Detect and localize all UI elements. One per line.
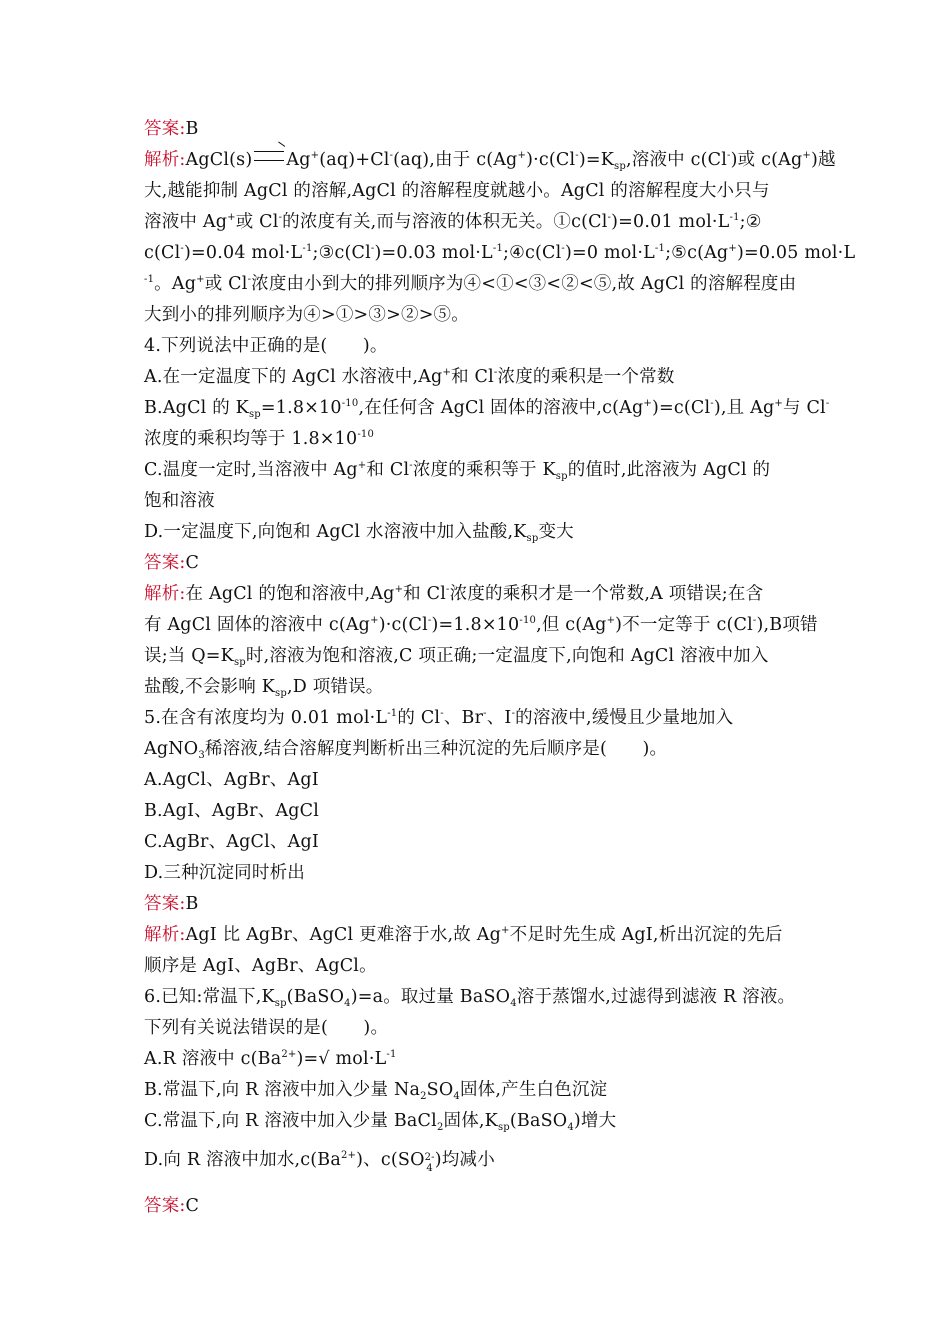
answer-label: 答案 <box>144 894 180 914</box>
option-c: C.AgBr、AgCl、AgI <box>144 832 319 852</box>
sulfate-charge: 2- 4 <box>424 1152 435 1174</box>
option-b: B.AgI、AgBr、AgCl <box>144 801 320 821</box>
analysis-line: 解析:AgI 比 AgBr、AgCl 更难溶于水,故 Ag+不足时先生成 AgI,析出沉淀的先后 <box>144 925 783 945</box>
answer-label: 答案 <box>144 553 180 573</box>
text-line: c(Cl-)=0.04 $mol\cdot L^{-1};③c(Cl^-)=0.03$ $mol\cdot L^{-1};④c(Cl^-)=0$ $mol\cdot L^{-1};⑤c(Ag^+)=0.05$ mol·L <box>144 243 856 263</box>
answer-line: 答案:B <box>144 894 199 914</box>
option-c: C.常温下,向 R 溶液中加入少量 BaCl$_2$固体$,K_{sp}(BaSO_4)$增大 <box>144 1111 617 1133</box>
answer-line: 答案:B <box>144 119 199 139</box>
text-line: 误;当 $Q=K_{sp}$时,溶液为饱和溶液,C 项正确;一定温度下,向饱和 AgCl 溶液中加入 <box>144 646 769 668</box>
analysis-line: 解析:在 AgCl 的饱和溶液中,Ag+和 Cl-浓度的乘积才是一个常数,A 项错误;在含 <box>144 584 764 604</box>
text-line: 顺序是 AgI、AgBr、AgCl。 <box>144 956 377 976</box>
question-stem: 6.已知:常温下$,K_{sp}(BaSO_4)=a$。取过量 BaSO$_4$溶于蒸馏水,过滤得到滤液 R 溶液。 <box>144 987 796 1009</box>
text-line: 盐酸,不会影响 $K_{sp},D$ 项错误。 <box>144 677 384 699</box>
equilibrium-arrow-icon <box>254 151 284 161</box>
option-a: A.AgCl、AgBr、AgI <box>144 770 319 790</box>
question-stem: 4.下列说法中正确的是( )。 <box>144 336 388 356</box>
option-d: D.向 R 溶液中加水$,c(Ba^{2+})$、c(SO2- 4 )均减小 <box>144 1150 495 1174</box>
analysis-label: 解析 <box>144 150 180 170</box>
analysis-label: 解析 <box>144 584 180 604</box>
option-b: B.常温下,向 R 溶液中加入少量 $Na_2SO_4$固体,产生白色沉淀 <box>144 1080 608 1102</box>
answer-line: 答案:C <box>144 553 200 573</box>
option-a: A.R 溶液中 $c(Ba^{2+})=√$ $mol\cdot L^{-1}$ <box>144 1049 397 1069</box>
document-content <box>144 114 856 1222</box>
option-b: B.AgCl 的 $K_{sp}=1.8\times 10^{-10}$,在任何含 AgCl 固体的溶液中,c(Ag+)=c(Cl-),且 Ag+与 Cl- <box>144 398 830 420</box>
analysis-label: 解析 <box>144 925 180 945</box>
text-line: 溶液中 Ag+或 Cl-的浓度有关,而与溶液的体积无关。①c(Cl-)=0.01 $mol\cdot L^{-1};②$ <box>144 212 762 232</box>
text-line: 有 AgCl 固体的溶液中 $c(Ag^+)\cdot c(Cl^-)=1.8\times 10^{-10}$,但 c(Ag+)不一定等于 c(Cl-),B项错 <box>144 615 818 635</box>
text-line: 下列有关说法错误的是( )。 <box>144 1018 389 1038</box>
question-stem: 5.在含有浓度均为 0.01 $mol\cdot L^{-1}$的 Cl-、Br-、I-的溶液中,缓慢且少量地加入 <box>144 708 734 728</box>
text-line: 大,越能抑制 AgCl 的溶解,AgCl 的溶解程度就越小。AgCl 的溶解程度大小只与 <box>144 181 770 201</box>
option-a: A.在一定温度下的 AgCl 水溶液中,Ag+和 Cl-浓度的乘积是一个常数 <box>144 367 675 387</box>
option-d: D.三种沉淀同时析出 <box>144 863 305 883</box>
text-line: $^{-1}$。Ag+或 Cl-浓度由小到大的排列顺序为④<①<③<②<⑤,故 AgCl 的溶解程度由 <box>144 274 797 294</box>
analysis-line: 解析:AgCl(s) Ag+(aq)+Cl-(aq),由于 $c(Ag^+)\cdot c(Cl^-)=K_{sp}$,溶液中 c(Cl-)或 c(Ag+)越 <box>144 150 836 172</box>
answer-label: 答案 <box>144 119 180 139</box>
answer-label: 答案 <box>144 1196 180 1216</box>
text-line: 浓度的乘积均等于 $1.8\times 10^{-10}$ <box>144 429 375 449</box>
text-line: 饱和溶液 <box>144 491 215 511</box>
text-line: 大到小的排列顺序为④>①>③>②>⑤。 <box>144 305 469 325</box>
text-line: AgNO$_3$稀溶液,结合溶解度判断析出三种沉淀的先后顺序是( )。 <box>144 739 668 761</box>
option-c: C.温度一定时,当溶液中 Ag+和 Cl-浓度的乘积等于 $K_{sp}$的值时,此溶液为 AgCl 的 <box>144 460 771 482</box>
answer-line: 答案:C <box>144 1196 200 1216</box>
option-d: D.一定温度下,向饱和 AgCl 水溶液中加入盐酸$,K_{sp}$变大 <box>144 522 574 544</box>
